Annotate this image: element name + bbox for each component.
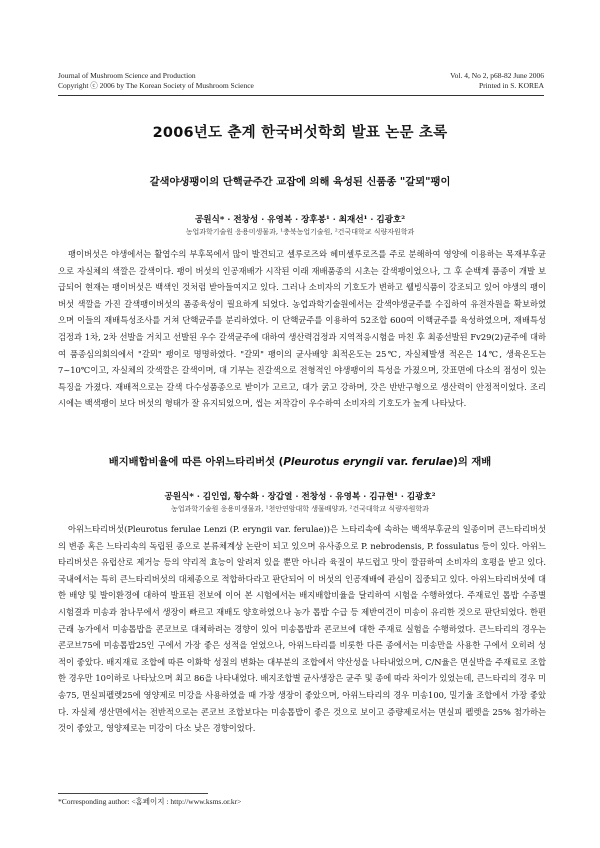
- copyright-line: Copyright ⓒ 2006 by The Korean Society of Mushroom Science: [58, 81, 254, 90]
- article-2-affiliation: 농업과학기술원 응용미생물과, ¹천안연암대학 생물배양과, ²건국대학교 식량자원학과: [171, 505, 429, 513]
- article-2-title: [0, 453, 600, 468]
- article-2-title-variety: ferulae: [411, 456, 454, 468]
- article-2-title-mid: var.: [383, 456, 412, 468]
- article-1-abstract: 팽이버섯은 야생에서는 활엽수의 부후목에서 많이 발견되고 셀루로즈와 헤미셀루로즈를 주로 분해하여 영양에 이용하는 목재부후균으로 자실체의 색깔은 갈색이다. 팽이 버섯의 인공재배가 시작된 이래 재배품종의 시초는 갈색팽이었으나, 그 후 순백계 품종이 개발 보급되어 현재는 팽이버섯은 백색인 것처럼 받아들여지고 있다. 그러나 소비자의 기호도가 변하고 웰빙식품이 강조되고 있어 야생의 팽이버섯 색깔을 가진 갈색팽이버섯의 품종육성이 필요하게 되었다. 농업과학기술원에서는 갈색야생균주를 수집하여 유전자원을 확보하였으며 이들의 재배특성조사를 거쳐 단핵균주를 분리하였다. 이 단핵균주를 이용하여 52조합 600여 이핵균주를 육성하였으며, 재배특성검정과 1차, 2차 선발을 거치고 선발된 우수 갈색균주에 대하여 생산력검정과 지역적응시험을 마친 후 최종선발된 Fv29(2)균주에 대하여 품종심의회의에서 "갈뫼" 팽이로 명명하였다. "갈뫼" 팽이의 균사배양 최적온도는 25℃, 자실체발생 적온은 14℃, 생육온도는 7~10℃이고, 자실체의 갓색깔은 갈색이며, 대 기부는 진갈색으로 전형적인 야생팽이의 특성을 가졌으며, 갓표면에 다소의 점성이 있는 특징을 가졌다. 재배적으로는 갈색 다수성품종으로 받이가 고르고, 대가 굵고 강하며, 갓은 반반구형으로 생산력이 안정적이었다. 조리시에는 백색팽이 보다 버섯의 형태가 잘 유지되었으며, 씹는 저작감이 우수하여 소비자의 기호도가 높게 나타났다.: [58, 249, 546, 409]
- printed-info: Printed in S. KOREA: [478, 81, 544, 90]
- article-2-title-pre: 배지배합비율에 따른 아위느타리버섯 (: [108, 456, 284, 468]
- page-title: 2006년도 춘계 한국버섯학회 발표 논문 초록: [152, 125, 448, 141]
- journal-name: Journal of Mushroom Science and Production: [58, 71, 196, 80]
- article-1-title: 갈색야생팽이의 단핵균주간 교잡에 의해 육성된 신품종 "갈뫼"팽이: [149, 176, 451, 188]
- volume-info: Vol. 4, No 2, p68-82 June 2006: [450, 71, 544, 80]
- header-rule: [58, 95, 544, 96]
- article-1-authors: 공원식* · 전창성 · 유영복 · 장후봉¹ · 최재선¹ · 김광호²: [194, 215, 406, 225]
- article-2-abstract: 아위느타리버섯(Pleurotus ferulae Lenzi (P. eryngii var. ferulae))은 느타리속에 속하는 백색부후균의 일종이며 큰느타리버섯의 변종 혹은 느타리속의 독립된 종으로 분류체계상 논란이 되고 있으며 유사종으로 P. nebrodensis, P. fossulatus 등이 있다. 아위느타리버섯은 유럽산로 제거능 등의 약리적 효능이 알려져 있을 뿐만 아니라 육질이 부드럽고 맛이 깔끔하여 소비자의 호평을 받고 있다. 국내에서는 특히 큰느타리버섯의 대체종으로 적합하다라고 판단되어 이 버섯의 인공재배에 관심이 집중되고 있다. 아위느타리버섯에 대한 배양 및 발이환경에 대하여 발표된 전보에 이어 본 시험에서는 배지배합비율을 달리하여 시험을 수행하였다. 주재료인 톱밥 수종별 시험결과 미송과 참나무에서 생장이 빠르고 재배도 양호하였으나 농가 톱밥 수급 등 제반여건이 미송이 유리한 것으로 판단되었다. 한편 근래 농가에서 미송톱밥을 콘코브로 대체하려는 경향이 있어 미송톱밥과 콘코브에 대한 주재료 실험을 수행하였다. 큰느타리의 경우는 콘코브75에 미송톱밥25인 구에서 가장 좋은 성적을 얻었으나, 아위느타리를 비롯한 다른 종에서는 미송만을 사용한 구에서 오히려 성적이 좋았다. 배지재료 조합에 따른 이화학 성질의 변화는 대부분의 조합에서 약산성을 나타내었으며, C/N율은 면실박을 주재료로 조합한 경우만 10이하로 나타났으며 최고 86을 나타내었다. 배지조합별 균사생장은 균주 및 종에 따라 차이가 있었는데, 큰느타리의 경우 미송75, 면실피펠렛25에 영양제로 미강을 사용하였을 때 가장 생장이 좋았으며, 아위느타리의 경우 미송100, 밀기울 조합에서 가장 좋았다. 자실체 생산면에서는 전반적으로는 콘코브 조합보다는 미송톱밥이 좋은 것으로 보이고 증량제로서는 면실피 펠렛을 25% 첨가하는 것이 좋았고, 영양제로는 미강이 다소 낮은 경향이었다.: [58, 524, 546, 734]
- article-1-affiliation: 농업과학기술원 응용미생물과, ¹충북농업기술원, ²건국대학교 식량자원학과: [185, 228, 415, 236]
- article-2-authors: 공원식* · 김인엽, 황수화 · 장갑열 · 전창성 · 유영복 · 김규현¹ · 김광호²: [164, 492, 436, 502]
- article-2-title-species: Pleurotus eryngii: [283, 456, 384, 468]
- article-2-title-post: )의 재배: [453, 456, 492, 468]
- footnote-rule: [58, 793, 208, 794]
- corresponding-author-footnote: *Corresponding author: <홈페이지 : http://www.ksms.or.kr>: [58, 797, 242, 806]
